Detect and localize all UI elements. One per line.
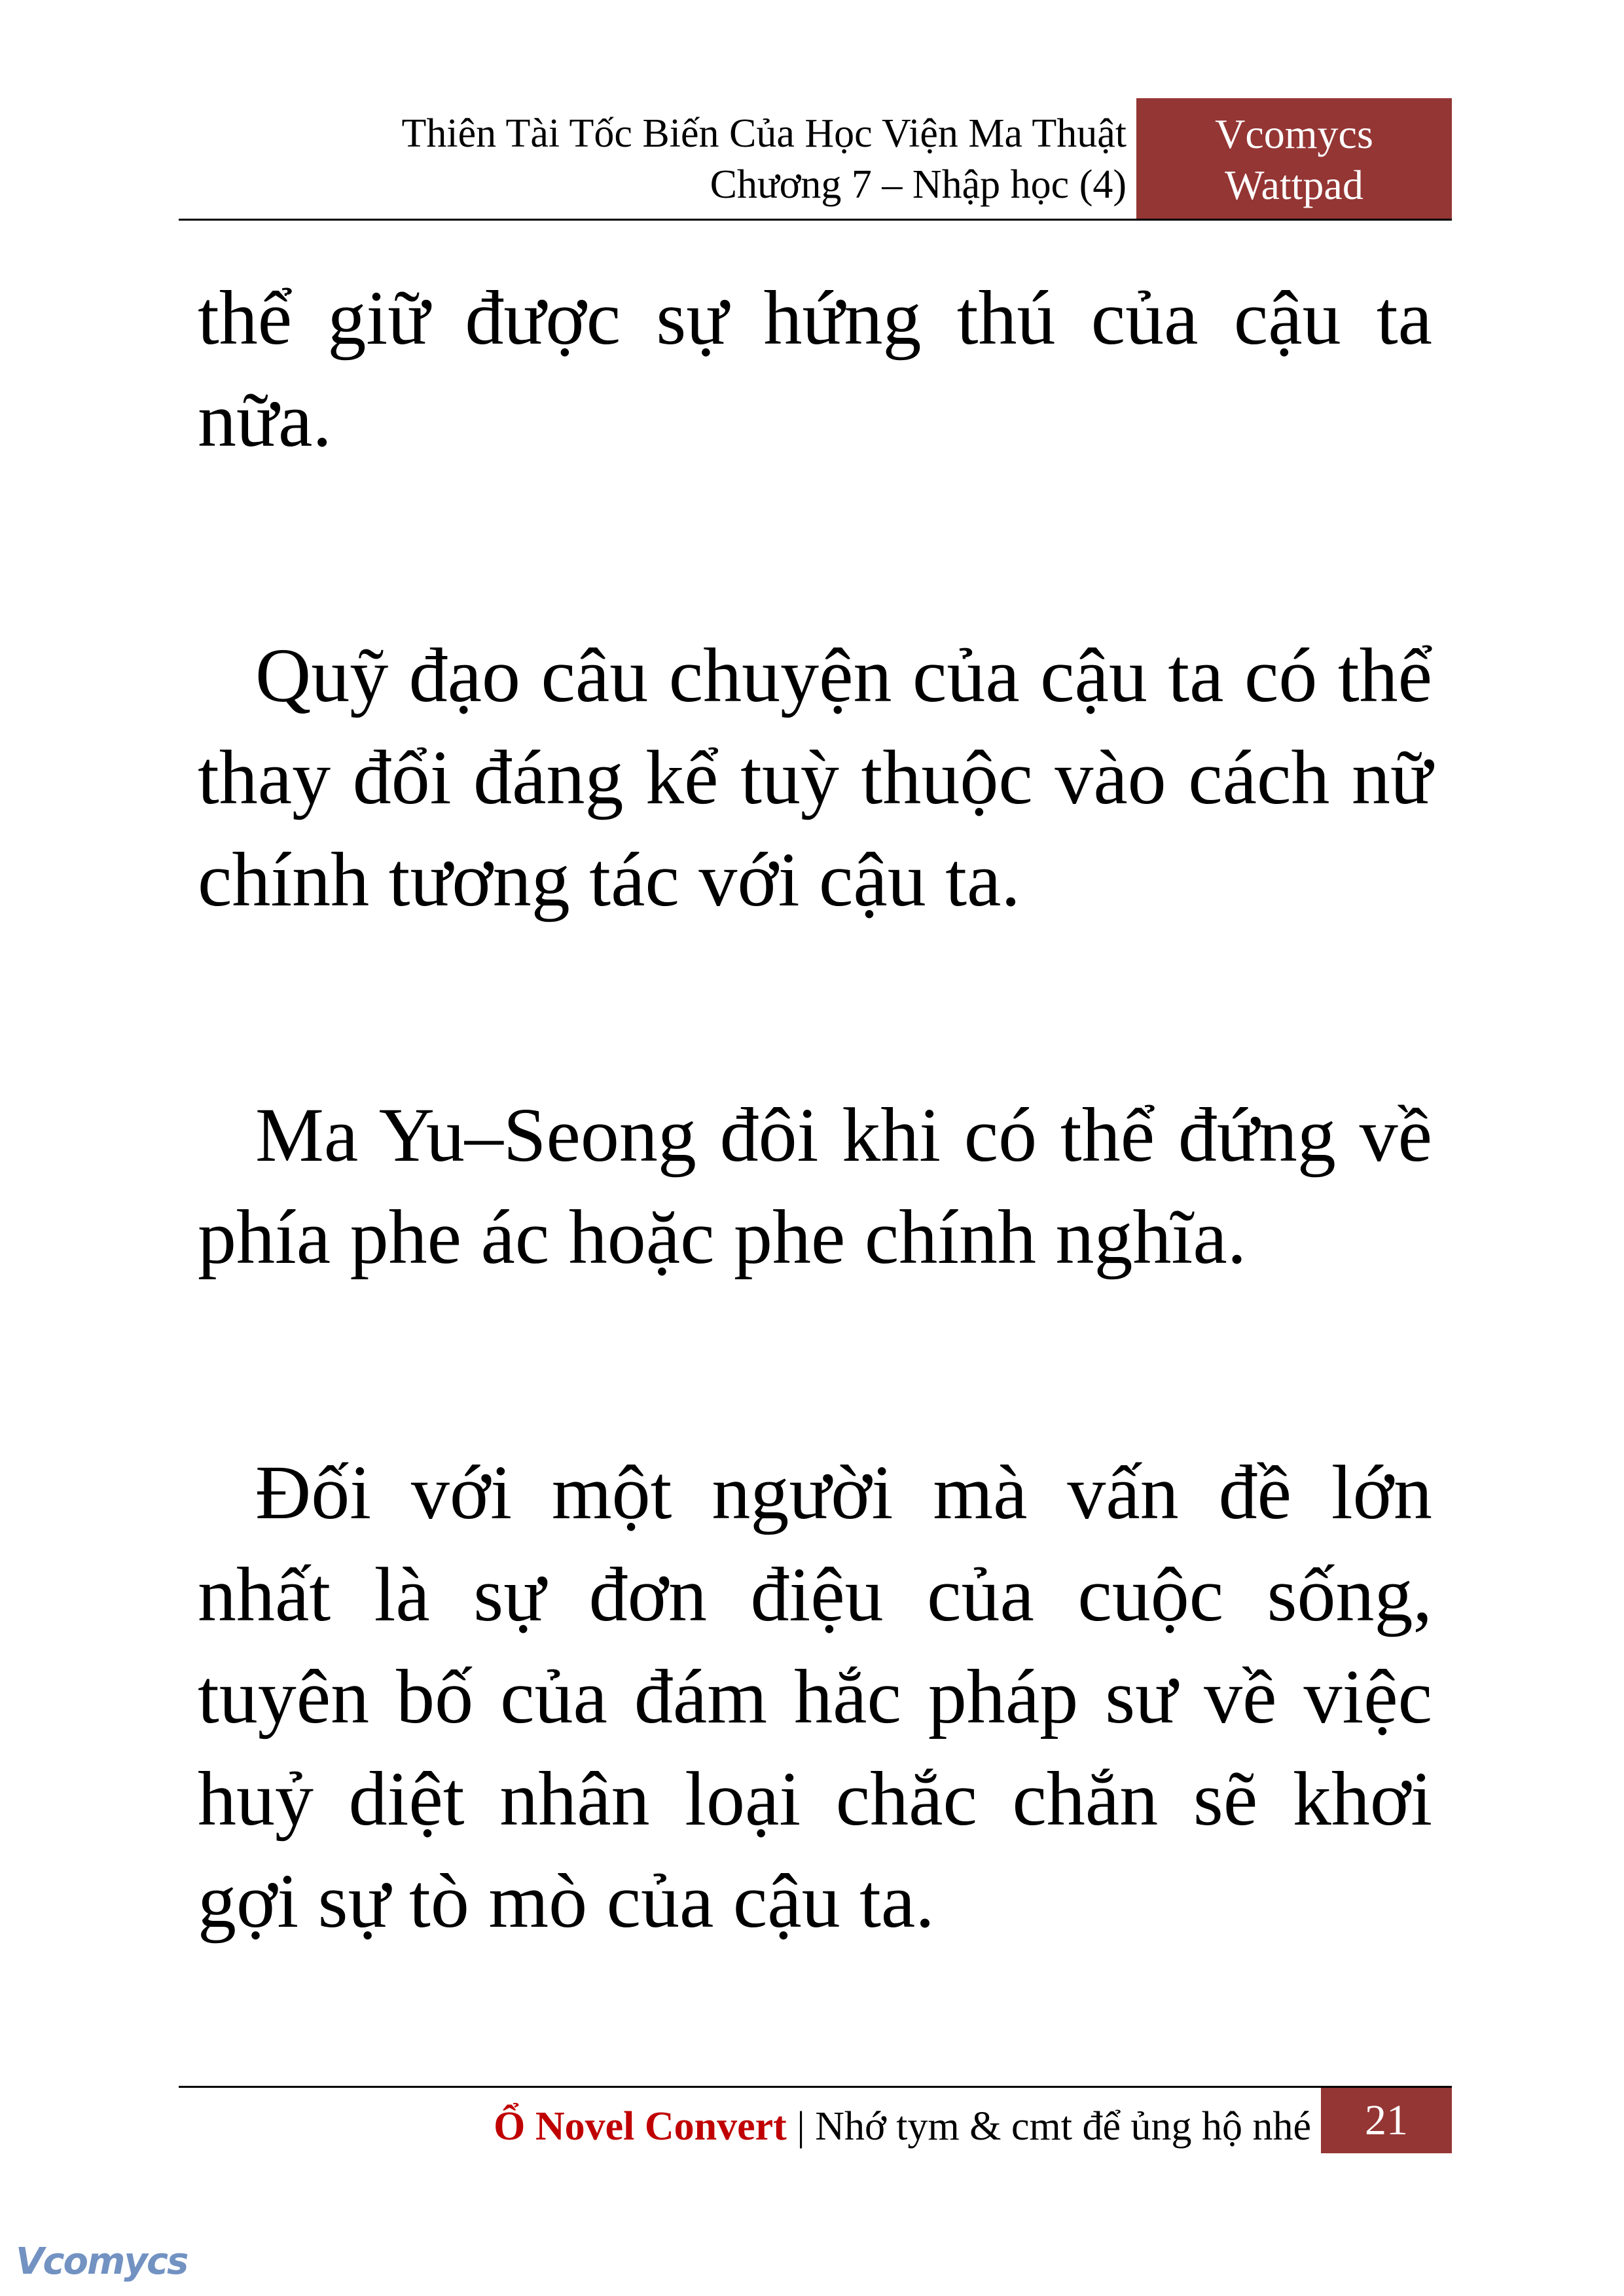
footer-text <box>494 2100 1311 2153</box>
page-body <box>198 267 1432 2105</box>
running-header <box>402 108 1127 210</box>
header-divider <box>179 219 1452 221</box>
paragraph: thể giữ được sự hứng thú của cậu ta nữa. <box>198 275 1432 463</box>
header-badge <box>1136 98 1452 220</box>
paragraph: Đối với một người mà vấn đề lớn nhất là sự đơn điệu của cuộc sống, tuyên bố của đám hắc pháp sư về việc huỷ diệt nhân loại chắc chắn sẽ khơi gợi sự tò mò của cậu ta. <box>198 1449 1432 1944</box>
badge-line-vcomycs: Vcomycs <box>1215 111 1373 157</box>
footer-separator: | <box>797 2104 805 2149</box>
watermark-logo: Vcomycs <box>16 2240 188 2283</box>
badge-line-wattpad: Wattpad <box>1225 162 1363 208</box>
footer-message: Nhớ tym & cmt để ủng hộ nhé <box>815 2104 1311 2149</box>
paragraph: Quỹ đạo câu chuyện của cậu ta có thể thay đổi đáng kể tuỳ thuộc vào cách nữ chính tương tác với cậu ta. <box>198 632 1432 922</box>
footer-divider <box>179 2086 1452 2088</box>
paragraph: Ma Yu–Seong đôi khi có thể đứng về phía phe ác hoặc phe chính nghĩa. <box>198 1092 1432 1280</box>
page-number: 21 <box>1321 2088 1452 2153</box>
footer-brand: Ổ Novel Convert <box>494 2104 787 2149</box>
book-title: Thiên Tài Tốc Biến Của Học Viện Ma Thuật <box>401 111 1127 156</box>
chapter-title: Chương 7 – Nhập học (4) <box>710 162 1127 207</box>
